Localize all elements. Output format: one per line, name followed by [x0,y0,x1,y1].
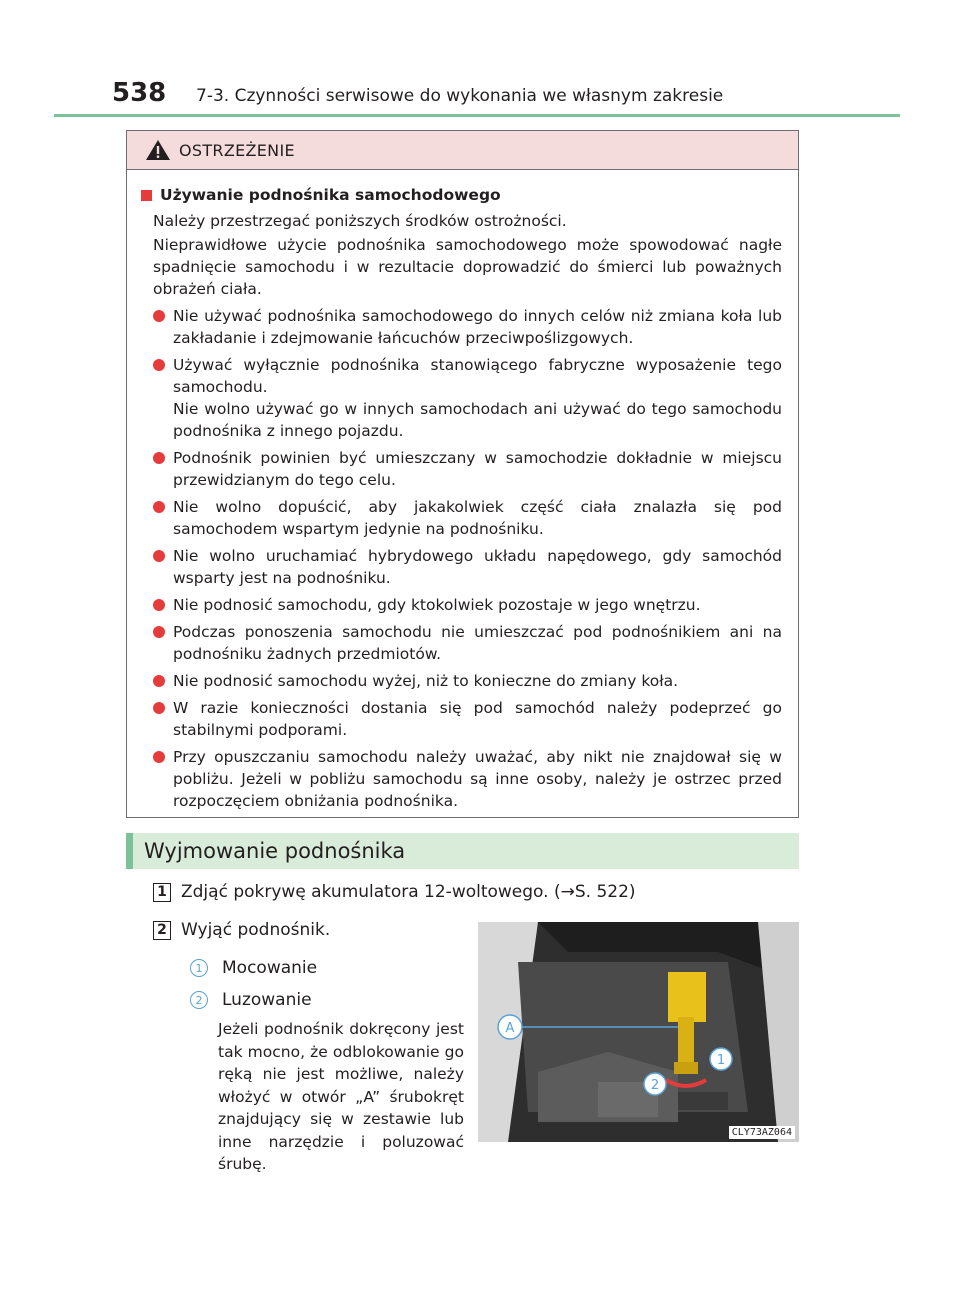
warning-title: OSTRZEŻENIE [179,140,295,160]
list-item [141,545,782,589]
bullet-dot-icon [153,702,165,714]
bullet-dot-icon [153,550,165,562]
list-item [141,447,782,491]
warning-triangle-icon [145,139,171,161]
bullet-dot-icon [153,626,165,638]
header-rule [54,114,900,117]
bullet-text: Podczas ponoszenia samochodu nie umieszczać pod podnośnikiem ani na podnośniku żadnych przedmiotów. [173,623,782,663]
list-item [141,496,782,540]
note-text: Jeżeli podnośnik dokręcony jest tak mocno, że odblokowanie go ręką nie jest możliwe, należy włożyć w otwór „A” śrubokręt znajdujący się w zestawie lub inne narzędzie i poluzować śrubę. [218,1020,464,1173]
bullet-dot-icon [153,751,165,763]
bullet-text: Nie wolno uruchamiać hybrydowego układu napędowego, gdy samochód wsparty jest na podnośniku. [173,547,782,587]
step-number-badge: 1 [153,883,171,902]
bullet-text: Nie podnosić samochodu wyżej, niż to konieczne do zmiany koła. [173,672,679,690]
list-item [141,621,782,665]
list-item [141,354,782,442]
substep-1 [190,958,317,978]
red-square-icon [141,190,152,201]
bullet-dot-icon [153,599,165,611]
bullet-text [173,354,782,442]
bullet-dot-icon [153,452,165,464]
bullet-text: Nie podnosić samochodu, gdy ktokolwiek pozostaje w jego wnętrzu. [173,596,701,614]
warning-box [126,130,799,818]
figure-code: CLY73AZ064 [729,1126,795,1139]
jack-illustration [478,922,799,1142]
circled-number-icon: 2 [190,991,208,1009]
page-number: 538 [112,78,167,108]
bullet-dot-icon [153,359,165,371]
warning-heading [141,184,782,206]
step-number-badge: 2 [153,921,171,940]
section-header-accent [126,833,133,869]
warning-heading-text: Używanie podnośnika samochodowego [160,186,501,204]
step-2 [153,920,330,940]
list-item [141,594,782,616]
step-1 [153,882,636,902]
jack-photo [478,922,799,1142]
substep-1-text: Mocowanie [222,958,318,978]
substep-2-text: Luzowanie [222,990,312,1010]
figure-label-2: 2 [650,1078,660,1093]
bullet-text: Przy opuszczaniu samochodu należy uważać, aby nikt nie znajdował się w pobliżu. Jeżeli w pobliżu samochodu są inne osoby, należy je ostrzec przed rozpoczęciem obniżania podnośnika. [173,748,782,810]
warning-header [127,131,798,170]
figure-label-a: A [505,1021,515,1036]
list-item [141,697,782,741]
bullet-dot-icon [153,310,165,322]
figure-label-1: 1 [716,1053,726,1068]
bullet-text: Podnośnik powinien być umieszczany w samochodzie dokładnie w miejscu przewidzianym do tego celu. [173,449,782,489]
step-1-text: Zdjąć pokrywę akumulatora 12-woltowego. (→S. 522) [181,882,636,902]
bullet-text-extra: Nie wolno używać go w innych samochodach ani używać do tego samochodu podnośnika z innego pojazdu. [173,400,782,440]
warning-intro-2: Nieprawidłowe użycie podnośnika samochodowego może spowodować nagłe spadnięcie samochodu i w rezultacie doprowadzić do śmierci lub poważnych obrażeń ciała. [153,236,782,298]
page-header [112,78,723,108]
substep-2 [190,990,312,1010]
circled-number-icon: 1 [190,959,208,977]
list-item [141,670,782,692]
section-heading: Wyjmowanie podnośnika [144,839,406,863]
bullet-text: W razie konieczności dostania się pod samochód należy podeprzeć go stabilnymi podporami. [173,699,782,739]
step-2-text: Wyjąć podnośnik. [181,920,331,940]
warning-body [127,170,798,812]
bullet-text: Nie używać podnośnika samochodowego do innych celów niż zmiana koła lub zakładanie i zdejmowanie łańcuchów przeciwpoślizgowych. [173,307,782,347]
bullet-dot-icon [153,501,165,513]
warning-intro-1: Należy przestrzegać poniższych środków ostrożności. [153,212,567,230]
list-item [141,305,782,349]
bullet-dot-icon [153,675,165,687]
bullet-text: Nie wolno dopuścić, aby jakakolwiek część ciała znalazła się pod samochodem wspartym jedynie na podnośniku. [173,498,782,538]
section-title: 7-3. Czynności serwisowe do wykonania we własnym zakresie [196,86,724,106]
bullet-text-main: Używać wyłącznie podnośnika stanowiącego fabryczne wyposażenie tego samochodu. [173,356,782,396]
list-item [141,746,782,812]
